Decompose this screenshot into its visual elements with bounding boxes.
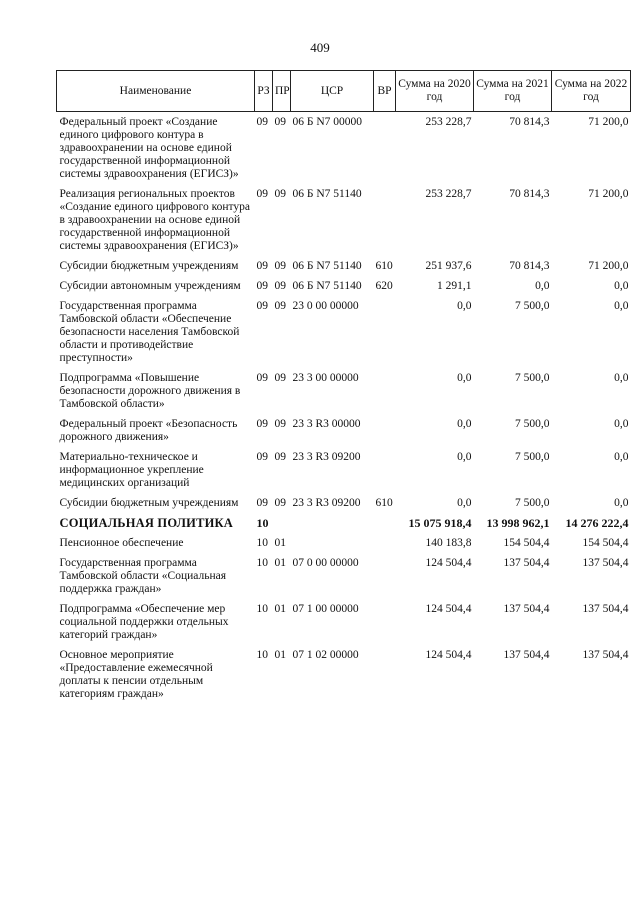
row-sum-2022: 0,0 bbox=[614, 451, 629, 463]
row-vr: 610 bbox=[375, 260, 393, 272]
row-vr bbox=[374, 414, 396, 447]
row-name: Федеральный проект «Безопасность дорожного движения» bbox=[59, 418, 238, 443]
page-number: 409 bbox=[310, 40, 330, 55]
row-sum-2020: 140 183,8 bbox=[425, 537, 472, 549]
row-sum-2020: 0,0 bbox=[457, 451, 472, 463]
row-sum-2020: 251 937,6 bbox=[425, 260, 472, 272]
row-csr bbox=[291, 533, 374, 553]
row-rz: 09 bbox=[256, 451, 268, 463]
row-rz: 09 bbox=[256, 188, 268, 200]
row-sum-2020: 124 504,4 bbox=[425, 603, 472, 615]
row-sum-2022: 0,0 bbox=[614, 300, 629, 312]
row-sum-2022: 137 504,4 bbox=[582, 603, 629, 615]
row-sum-2020: 124 504,4 bbox=[425, 557, 472, 569]
row-sum-2021: 70 814,3 bbox=[509, 188, 550, 200]
row-sum-2020: 1 291,1 bbox=[437, 280, 472, 292]
row-rz: 09 bbox=[256, 260, 268, 272]
row-vr bbox=[374, 296, 396, 368]
row-sum-2020: 0,0 bbox=[457, 497, 472, 509]
row-pr: 09 bbox=[274, 497, 286, 509]
row-csr: 06 Б N7 51140 bbox=[292, 260, 362, 272]
row-rz: 09 bbox=[256, 116, 268, 128]
table-row bbox=[57, 296, 631, 368]
row-sum-2021: 7 500,0 bbox=[515, 497, 550, 509]
row-vr bbox=[374, 599, 396, 645]
row-csr: 07 1 02 00000 bbox=[292, 649, 359, 661]
row-pr: 09 bbox=[274, 451, 286, 463]
row-pr: 09 bbox=[274, 116, 286, 128]
row-sum-2022: 0,0 bbox=[614, 497, 629, 509]
row-sum-2022: 137 504,4 bbox=[582, 649, 629, 661]
row-rz: 09 bbox=[256, 372, 268, 384]
table-header-row bbox=[57, 71, 631, 112]
row-sum-2021: 7 500,0 bbox=[515, 300, 550, 312]
row-sum-2022: 71 200,0 bbox=[588, 188, 629, 200]
row-sum-2021: 154 504,4 bbox=[503, 537, 550, 549]
row-rz: 09 bbox=[256, 418, 268, 430]
row-csr: 07 1 00 00000 bbox=[292, 603, 359, 615]
row-sum-2022: 71 200,0 bbox=[588, 116, 629, 128]
row-name: Материально-техническое и информационное укрепление медицинских организаций bbox=[59, 451, 204, 489]
row-sum-2022: 137 504,4 bbox=[582, 557, 629, 569]
row-csr: 23 0 00 00000 bbox=[292, 300, 359, 312]
table-row bbox=[57, 184, 631, 256]
row-pr: 01 bbox=[274, 603, 286, 615]
row-sum-2021: 70 814,3 bbox=[509, 260, 550, 272]
row-rz: 10 bbox=[256, 649, 268, 661]
budget-table bbox=[56, 70, 631, 704]
row-vr bbox=[374, 447, 396, 493]
header-name: Наименование bbox=[57, 71, 255, 112]
row-csr: 23 3 R3 00000 bbox=[292, 418, 361, 430]
row-pr: 09 bbox=[274, 260, 286, 272]
row-vr bbox=[374, 533, 396, 553]
table-row bbox=[57, 553, 631, 599]
header-sum-2020: Сумма на 2020 год bbox=[396, 71, 474, 112]
table-row bbox=[57, 599, 631, 645]
row-pr bbox=[273, 513, 291, 533]
row-csr: 23 3 R3 09200 bbox=[292, 497, 361, 509]
row-sum-2021: 13 998 962,1 bbox=[486, 516, 550, 530]
row-sum-2022: 71 200,0 bbox=[588, 260, 629, 272]
row-sum-2021: 137 504,4 bbox=[503, 603, 550, 615]
row-rz: 09 bbox=[256, 300, 268, 312]
row-pr: 01 bbox=[274, 537, 286, 549]
row-name: Реализация региональных проектов «Создание единого цифрового контура в здравоохранении на основе единой государственной информационной системы здравоохранения (ЕГИСЗ)» bbox=[59, 188, 250, 252]
row-rz: 09 bbox=[256, 280, 268, 292]
row-rz: 09 bbox=[256, 497, 268, 509]
row-pr: 09 bbox=[274, 280, 286, 292]
table-row bbox=[57, 447, 631, 493]
header-pr: ПР bbox=[273, 71, 291, 112]
row-pr: 09 bbox=[274, 188, 286, 200]
header-vr: ВР bbox=[374, 71, 396, 112]
row-rz: 10 bbox=[256, 537, 268, 549]
row-sum-2021: 70 814,3 bbox=[509, 116, 550, 128]
row-name: Федеральный проект «Создание единого цифрового контура в здравоохранении на основе единой государственной информационной системы здравоохранения (ЕГИСЗ)» bbox=[59, 116, 239, 180]
row-pr: 01 bbox=[274, 649, 286, 661]
table-row bbox=[57, 645, 631, 704]
row-name: Основное мероприятие «Предоставление ежемесячной доплаты к пенсии отдельным категориям граждан» bbox=[59, 649, 213, 700]
row-sum-2022: 14 276 222,4 bbox=[565, 516, 629, 530]
header-sum-2022: Сумма на 2022 год bbox=[552, 71, 631, 112]
row-vr bbox=[374, 645, 396, 704]
row-sum-2022: 0,0 bbox=[614, 418, 629, 430]
row-rz: 10 bbox=[256, 516, 269, 530]
row-name: СОЦИАЛЬНАЯ ПОЛИТИКА bbox=[59, 516, 234, 530]
row-rz: 10 bbox=[256, 557, 268, 569]
row-sum-2022: 154 504,4 bbox=[582, 537, 629, 549]
row-sum-2020: 0,0 bbox=[457, 300, 472, 312]
table-row bbox=[57, 513, 631, 533]
row-vr bbox=[374, 513, 396, 533]
row-sum-2020: 0,0 bbox=[457, 418, 472, 430]
header-csr: ЦСР bbox=[291, 71, 374, 112]
table-body bbox=[57, 112, 631, 705]
row-csr: 06 Б N7 51140 bbox=[292, 188, 362, 200]
row-pr: 01 bbox=[274, 557, 286, 569]
row-sum-2021: 7 500,0 bbox=[515, 451, 550, 463]
row-sum-2020: 15 075 918,4 bbox=[408, 516, 472, 530]
table-row bbox=[57, 533, 631, 553]
row-vr bbox=[374, 184, 396, 256]
row-vr bbox=[374, 368, 396, 414]
row-name: Субсидии бюджетным учреждениям bbox=[59, 497, 239, 509]
row-sum-2021: 0,0 bbox=[535, 280, 550, 292]
row-csr bbox=[291, 513, 374, 533]
row-sum-2021: 137 504,4 bbox=[503, 649, 550, 661]
row-vr bbox=[374, 112, 396, 185]
row-name: Подпрограмма «Обеспечение мер социальной поддержки отдельных категорий граждан» bbox=[59, 603, 229, 641]
row-name: Субсидии автономным учреждениям bbox=[59, 280, 241, 292]
row-pr: 09 bbox=[274, 418, 286, 430]
row-name: Государственная программа Тамбовской области «Обеспечение безопасности населения Тамбовской области и противодействие преступности» bbox=[59, 300, 240, 364]
row-sum-2020: 253 228,7 bbox=[425, 116, 472, 128]
row-name: Пенсионное обеспечение bbox=[59, 537, 184, 549]
table-row bbox=[57, 368, 631, 414]
row-sum-2020: 0,0 bbox=[457, 372, 472, 384]
header-sum-2021: Сумма на 2021 год bbox=[474, 71, 552, 112]
table-row bbox=[57, 414, 631, 447]
row-sum-2022: 0,0 bbox=[614, 372, 629, 384]
row-sum-2020: 253 228,7 bbox=[425, 188, 472, 200]
header-rz: РЗ bbox=[255, 71, 273, 112]
row-sum-2020: 124 504,4 bbox=[425, 649, 472, 661]
table-row bbox=[57, 256, 631, 276]
row-vr bbox=[374, 553, 396, 599]
row-csr: 06 Б N7 00000 bbox=[292, 116, 363, 128]
table-row bbox=[57, 493, 631, 513]
row-csr: 06 Б N7 51140 bbox=[292, 280, 362, 292]
row-sum-2022: 0,0 bbox=[614, 280, 629, 292]
row-name: Государственная программа Тамбовской области «Социальная поддержка граждан» bbox=[59, 557, 227, 595]
row-pr: 09 bbox=[274, 372, 286, 384]
row-csr: 23 3 R3 09200 bbox=[292, 451, 361, 463]
row-vr: 610 bbox=[375, 497, 393, 509]
row-csr: 07 0 00 00000 bbox=[292, 557, 359, 569]
row-sum-2021: 7 500,0 bbox=[515, 372, 550, 384]
row-vr: 620 bbox=[375, 280, 393, 292]
row-sum-2021: 137 504,4 bbox=[503, 557, 550, 569]
table-row bbox=[57, 112, 631, 185]
row-name: Подпрограмма «Повышение безопасности дорожного движения в Тамбовской области» bbox=[59, 372, 241, 410]
table-row bbox=[57, 276, 631, 296]
row-name: Субсидии бюджетным учреждениям bbox=[59, 260, 239, 272]
row-rz: 10 bbox=[256, 603, 268, 615]
row-csr: 23 3 00 00000 bbox=[292, 372, 359, 384]
row-sum-2021: 7 500,0 bbox=[515, 418, 550, 430]
row-pr: 09 bbox=[274, 300, 286, 312]
